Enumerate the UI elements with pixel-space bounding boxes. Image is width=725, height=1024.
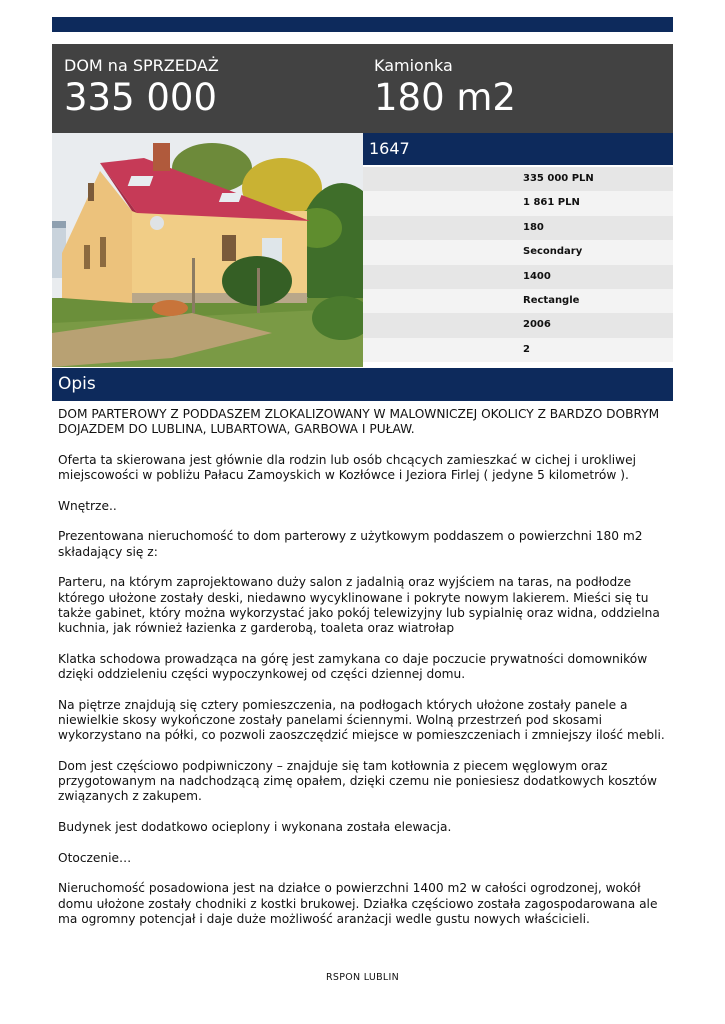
fact-plot-area: 1400 xyxy=(363,265,673,289)
description xyxy=(58,407,670,942)
top-accent-bar xyxy=(52,17,673,32)
description-paragraph: Wnętrze.. xyxy=(58,498,117,513)
description-paragraph: Parteru, na którym zaprojektowano duży salon z jadalnią oraz wyjściem na taras, na podłodze którego ułożone zostały deski, niedawno wycyklinowane i pokryte nowym lakierem. Mieści się tu także gabinet, który można wykorzystać jako pokój telewizyjny lub sypialnię oraz widna, oddzielna kuchnia, jak również łazienka z garderobą, toaleta oraz wiatrołap xyxy=(58,575,660,636)
fact-area: 180 xyxy=(363,216,673,240)
fact-market: Secondary xyxy=(363,240,673,264)
price-value: 335 000 xyxy=(64,76,218,119)
description-paragraph: Prezentowana nieruchomość to dom parterowy z użytkowym poddaszem o powierzchni 180 m2 składający się z: xyxy=(58,529,643,559)
area-value: 180 m2 xyxy=(374,76,516,119)
section-title: Opis xyxy=(52,368,673,401)
fact-year-built: 2006 xyxy=(363,313,673,337)
description-paragraph: Na piętrze znajdują się cztery pomieszczenia, na podłogach których ułożone zostały panele a niewielkie skosy wykończone zostały panelami ściennymi. Wolną przestrzeń pod skosami wykorzystano na półki, co pozwoli zaoszczędzić miejsce w pomieszczeniach i zmniejszy ilość mebli. xyxy=(58,697,665,743)
description-paragraph: Otoczenie… xyxy=(58,850,132,865)
description-paragraph: DOM PARTEROWY Z PODDASZEM ZLOKALIZOWANY W MALOWNICZEJ OKOLICY Z BARDZO DOBRYM DOJAZDEM DO LUBLINA, LUBARTOWA, GARBOWA I PUŁAW. xyxy=(58,407,660,437)
location-label: Kamionka xyxy=(374,56,453,75)
description-paragraph: Dom jest częściowo podpiwniczony – znajduje się tam kotłownia z piecem węglowym oraz przygotowanym na nadchodzącą zimę opałem, dzięki czemu nie poniesiesz dodatkowych kosztów związanych z zakupem. xyxy=(58,758,658,804)
property-type-label: DOM na SPRZEDAŻ xyxy=(64,56,219,75)
description-paragraph: Oferta ta skierowana jest głównie dla rodzin lub osób chcących zamieszkać w cichej i urokliwej miejscowości w pobliżu Pałacu Zamoyskich w Kozłówce i Jeziora Firlej ( jedyne 5 kilometrów ). xyxy=(58,452,637,483)
listing-header xyxy=(52,44,673,133)
facts-table xyxy=(363,167,673,362)
listing-id: 1647 xyxy=(363,133,673,165)
header-left xyxy=(64,56,219,119)
footer-agency: RSPON LUBLIN xyxy=(325,972,400,983)
description-paragraph: Budynek jest dodatkowo ocieplony i wykonana została elewacja. xyxy=(58,820,452,835)
fact-floors: 2 xyxy=(363,338,673,362)
fact-plot-shape: Rectangle xyxy=(363,289,673,313)
property-photo xyxy=(52,133,363,367)
header-right xyxy=(374,56,516,119)
description-paragraph: Nieruchomość posadowiona jest na działce o powierzchni 1400 m2 w całości ogrodzonej, wokół domu ułożone zostały chodniki z kostki brukowej. Działka częściowo została zagospodarowana ale ma ogromny potencjał i daje duże możliwość aranżacji wedle gustu nowych właścicieli. xyxy=(58,881,658,926)
fact-price-total: 335 000 PLN xyxy=(363,167,673,191)
fact-price-per-m2: 1 861 PLN xyxy=(363,191,673,215)
description-paragraph: Klatka schodowa prowadząca na górę jest zamykana co daje poczucie prywatności domowników dzięki oddzieleniu części wypoczynkowej od części dziennej domu. xyxy=(58,651,648,682)
